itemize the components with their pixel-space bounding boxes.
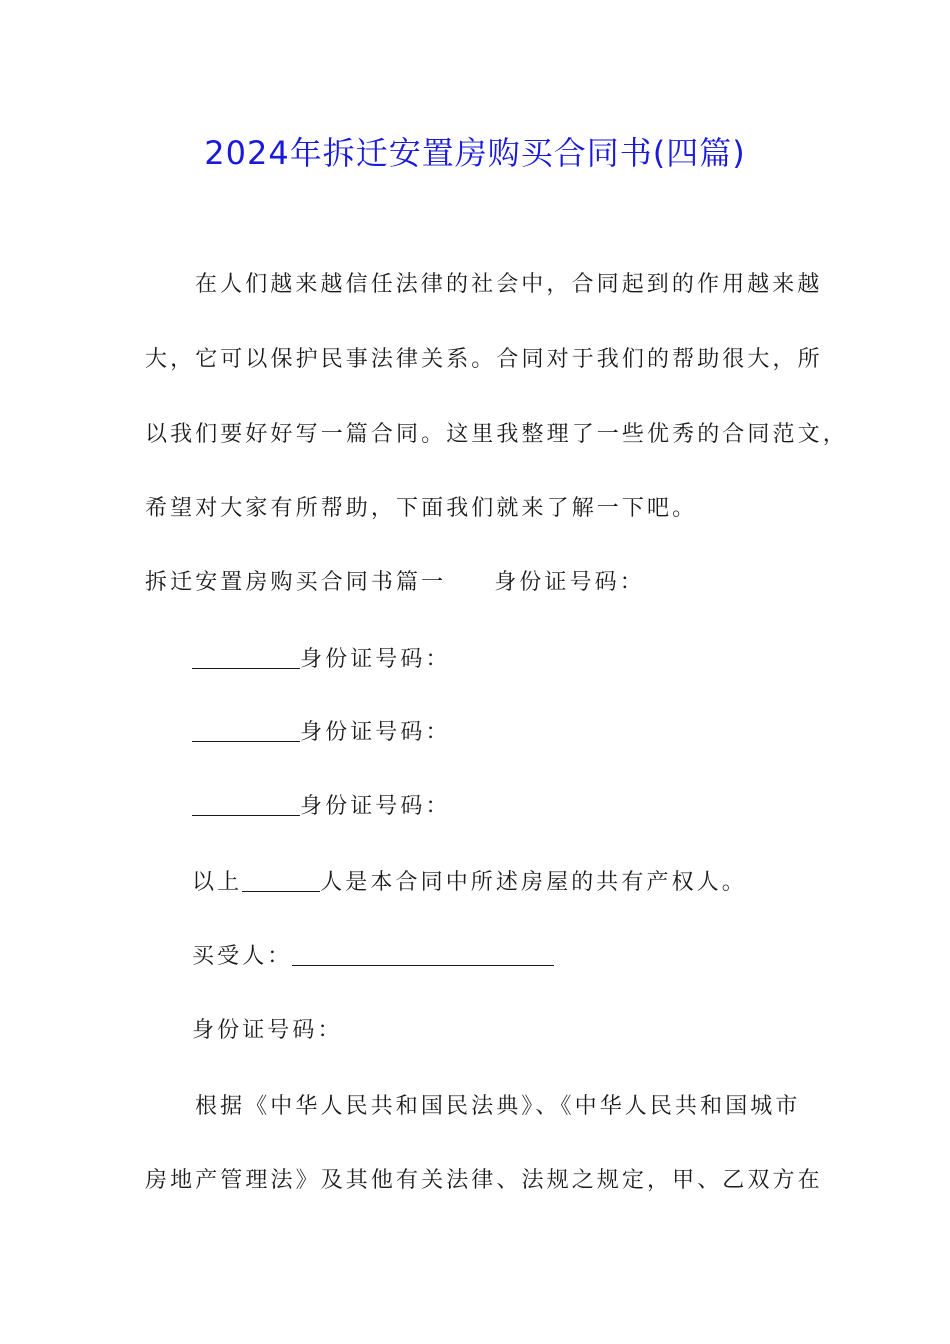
section-heading-id-label: 身份证号码：	[494, 570, 645, 595]
owner-id-line-3	[192, 792, 451, 822]
owner-id-label: 身份证号码：	[300, 794, 451, 819]
section-heading: 拆迁安置房购买合同书篇一	[145, 570, 447, 595]
blank-field	[192, 793, 300, 816]
intro-line-3: 以我们要好好写一篇合同。这里我整理了一些优秀的合同范文，	[145, 422, 848, 447]
buyer-label: 买受人：	[192, 944, 293, 969]
blank-field	[192, 646, 300, 669]
document-title: 2024年拆迁安置房购买合同书(四篇)	[204, 134, 746, 172]
intro-line-1: 在人们越来越信任法律的社会中，合同起到的作用越来越	[195, 272, 823, 297]
co-owners-prefix: 以上	[192, 870, 243, 895]
intro-line-2: 大，它可以保护民事法律关系。合同对于我们的帮助很大，所	[145, 347, 823, 372]
owner-id-line-2	[192, 718, 451, 748]
co-owners-suffix: 人是本合同中所述房屋的共有产权人。	[320, 870, 747, 895]
owner-id-line-1	[192, 645, 451, 675]
blank-field	[292, 943, 554, 966]
section-heading-line	[145, 568, 645, 598]
buyer-line	[192, 942, 554, 972]
owner-id-label: 身份证号码：	[300, 647, 451, 672]
basis-line-2: 房地产管理法》及其他有关法律、法规之规定，甲、乙双方在	[145, 1168, 823, 1193]
basis-line-1: 根据《中华人民共和国民法典》、《中华人民共和国城市	[195, 1094, 801, 1119]
co-owners-line	[192, 868, 747, 898]
buyer-id-label: 身份证号码：	[192, 1018, 343, 1043]
intro-line-4: 希望对大家有所帮助，下面我们就来了解一下吧。	[145, 496, 698, 521]
owner-id-label: 身份证号码：	[300, 720, 451, 745]
blank-field	[242, 869, 320, 892]
blank-field	[192, 719, 300, 742]
